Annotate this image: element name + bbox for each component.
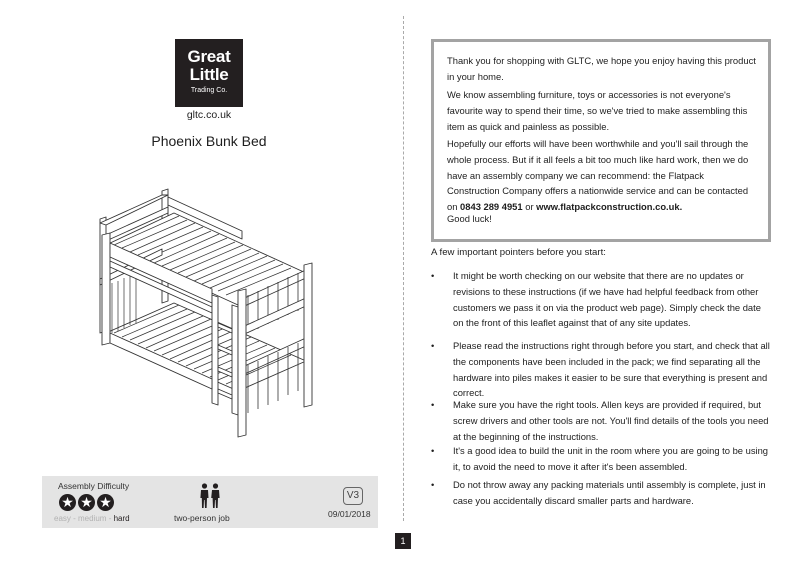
level-separator: - <box>106 514 114 523</box>
pointer-text: Please read the instructions right through before you start, and check that all the components have been included in the pack; we find separating all the hardware into piles makes it easier to be sure that everything is present and correct. <box>453 340 770 399</box>
level-easy: easy <box>54 514 71 523</box>
brand-website: gltc.co.uk <box>186 109 232 121</box>
pointer-text: It might be worth checking on our website that there are no updates or revisions to these instructions (if we have had helpful feedback from other customers we pass it on via the product web page). Simply check the date on the front of this leaflet against that of any site updates. <box>453 270 761 329</box>
logo-line-3: Trading Co. <box>190 87 228 94</box>
bullet-icon: • <box>431 340 435 351</box>
intro-assembly-company <box>447 136 757 215</box>
job-label: two-person job <box>174 513 230 523</box>
version-badge: V3 <box>343 487 363 505</box>
pointers-heading: A few important pointers before you start: <box>431 247 606 258</box>
good-luck: Good luck! <box>447 213 492 224</box>
two-person-icon <box>199 483 221 509</box>
bullet-icon: • <box>431 270 435 281</box>
difficulty-label: Assembly Difficulty <box>58 481 130 491</box>
assembly-company-text: Hopefully our efforts will have been worthwhile and you'll sail through the whole process. But if it all feels a bit too much like hard work, then we do have an assembly company we can recommend: the Flatpack Construction Company offers a nationwide service and can be contacted on <box>447 138 749 213</box>
page-number: 1 <box>395 533 411 549</box>
assembly-website-link[interactable]: www.flatpackconstruction.co.uk. <box>536 201 683 213</box>
brand-logo <box>175 39 243 107</box>
phone-number: 0843 289 4951 <box>460 201 523 213</box>
logo-line-1: Great <box>187 47 231 66</box>
pointer-text: It's a good idea to build the unit in the room where you are going to be using it, to avoid the need to move it after it's been assembled. <box>453 445 769 472</box>
level-separator: - <box>70 514 79 523</box>
bullet-icon: • <box>431 445 435 456</box>
bunk-bed-illustration <box>92 183 324 439</box>
star-icon: ★ <box>78 494 95 511</box>
leaflet-date: 09/01/2018 <box>328 509 371 519</box>
intro-paragraph: We know assembling furniture, toys or accessories is not everyone's favourite way to spend their time, so we've tried to make assembling this item as quick and painless as possible. <box>447 89 748 132</box>
logo-line-2: Little <box>189 65 229 84</box>
page-divider <box>403 16 404 521</box>
bullet-icon: • <box>431 399 435 410</box>
intro-thanks: Thank you for shopping with GLTC, we hope you enjoy having this product in your home. <box>447 55 756 82</box>
intro-box <box>431 39 771 242</box>
difficulty-scale <box>54 514 130 523</box>
star-icon: ★ <box>97 494 114 511</box>
bullet-icon: • <box>431 479 435 490</box>
product-title: Phoenix Bunk Bed <box>151 133 267 149</box>
pointer-text: Do not throw away any packing materials until assembly is complete, just in case you accidentally discard smaller parts and hardware. <box>453 479 766 506</box>
level-hard: hard <box>113 514 130 523</box>
assembly-info-panel <box>42 476 378 528</box>
star-icon: ★ <box>59 494 76 511</box>
level-medium: medium <box>78 514 107 523</box>
pointer-text: Make sure you have the right tools. Allen keys are provided if required, but screw drivers and other tools are not. You'll find details of the tools you need at the beginning of the instructions. <box>453 399 769 442</box>
or-text: or <box>522 201 537 213</box>
